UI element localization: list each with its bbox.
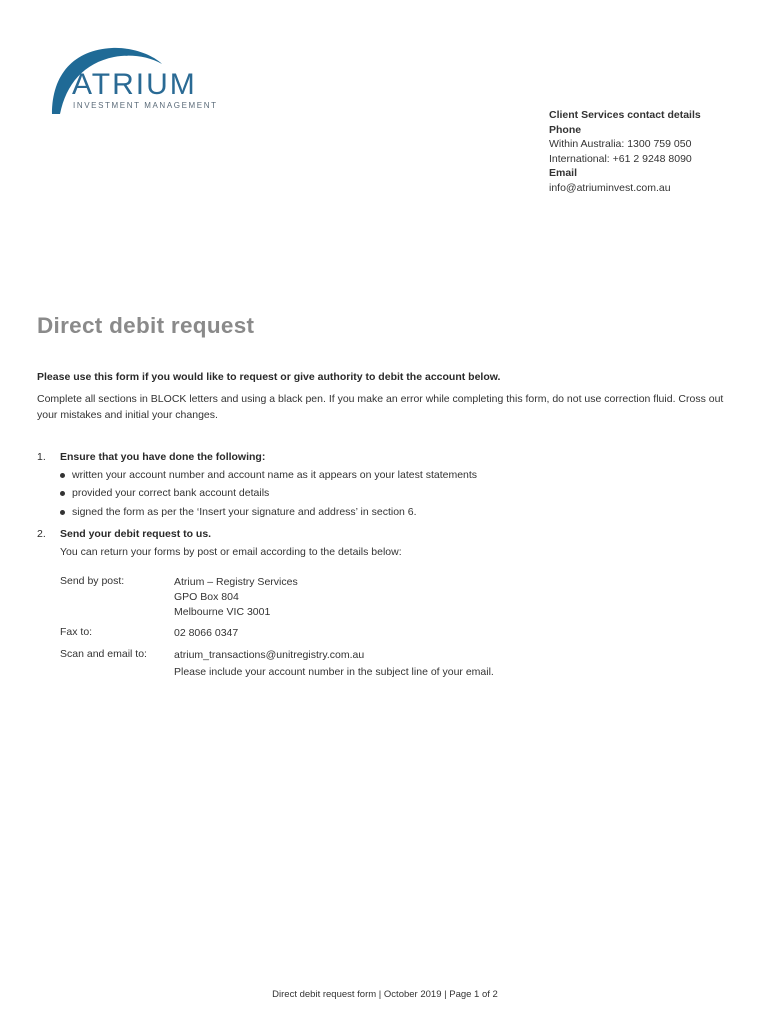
contact-email: info@atriuminvest.com.au bbox=[549, 181, 671, 194]
email-submit-label: Scan and email to: bbox=[60, 648, 147, 660]
checklist bbox=[60, 469, 477, 524]
post-address-line: Melbourne VIC 3001 bbox=[174, 605, 271, 618]
list-item-text: signed the form as per the ‘Insert your signature and address’ in section 6. bbox=[72, 505, 417, 518]
email-note: Please include your account number in the subject line of your email. bbox=[174, 665, 494, 678]
step-number: 1. bbox=[37, 451, 46, 463]
contact-heading: Client Services contact details bbox=[549, 109, 701, 121]
post-address bbox=[174, 575, 298, 619]
post-address-line: Atrium – Registry Services bbox=[174, 576, 298, 588]
step-number: 2. bbox=[37, 528, 46, 540]
intro-instruction: Please use this form if you would like to request or give authority to debit the account below. bbox=[37, 371, 501, 383]
fax-label: Fax to: bbox=[60, 626, 93, 638]
bullet-icon bbox=[60, 491, 65, 496]
contact-details bbox=[549, 108, 701, 196]
phone-australia: Within Australia: 1300 759 050 bbox=[549, 138, 692, 151]
bullet-icon bbox=[60, 473, 65, 478]
list-item-text: provided your correct bank account details bbox=[72, 487, 270, 500]
logo-wordmark: ATRIUM bbox=[72, 68, 197, 101]
bullet-icon bbox=[60, 510, 65, 515]
submit-email-address: atrium_transactions@unitregistry.com.au bbox=[174, 649, 365, 661]
step-heading: Ensure that you have done the following: bbox=[60, 451, 266, 463]
fax-number: 02 8066 0347 bbox=[174, 627, 239, 639]
step-heading: Send your debit request to us. bbox=[60, 528, 212, 540]
list-item bbox=[60, 469, 477, 487]
phone-international: International: +61 2 9248 8090 bbox=[549, 152, 692, 165]
phone-label: Phone bbox=[549, 123, 582, 136]
email-label: Email bbox=[549, 167, 578, 180]
page-title: Direct debit request bbox=[37, 313, 255, 338]
list-item bbox=[60, 506, 477, 524]
list-item bbox=[60, 487, 477, 505]
post-address-line: GPO Box 804 bbox=[174, 590, 239, 603]
intro-paragraph: Complete all sections in BLOCK letters and using a black pen. If you make an error while completing this form, do not use correction fluid. Cross out your mistakes and initial your changes. bbox=[37, 393, 724, 421]
post-label: Send by post: bbox=[60, 575, 125, 587]
page-footer: Direct debit request form | October 2019 | Page 1 of 2 bbox=[272, 989, 498, 1000]
list-item-text: written your account number and account name as it appears on your latest statements bbox=[72, 469, 478, 481]
logo-tagline: INVESTMENT MANAGEMENT bbox=[73, 101, 218, 110]
atrium-logo bbox=[44, 44, 224, 116]
email-submit bbox=[174, 648, 494, 680]
return-instructions: You can return your forms by post or email according to the details below: bbox=[60, 546, 402, 558]
